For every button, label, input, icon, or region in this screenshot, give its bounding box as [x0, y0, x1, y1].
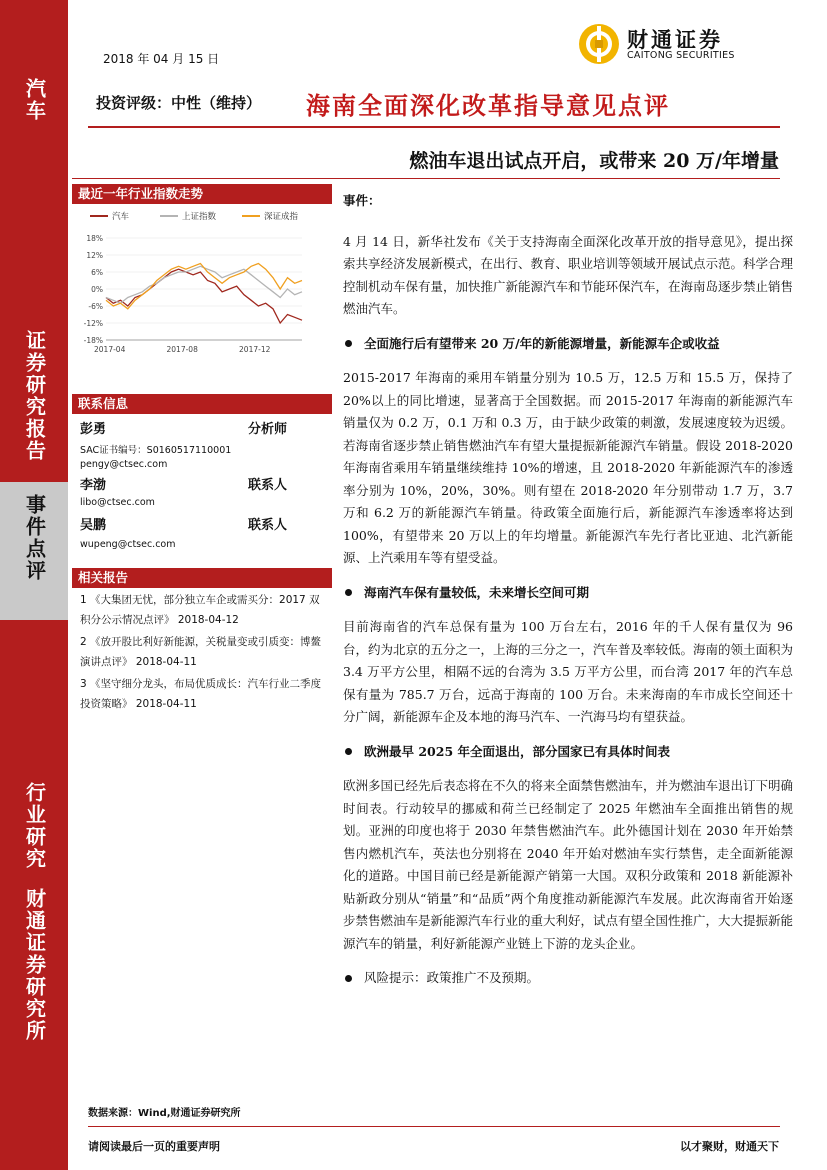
- contacts-heading: 联系信息: [72, 394, 332, 414]
- data-source-note: 数据来源：Wind,财通证券研究所: [88, 1108, 241, 1119]
- y-tick-label: -18%: [83, 336, 103, 345]
- report-date: 2018 年 04 月 15 日: [103, 52, 220, 66]
- x-tick-label: 2017-04: [94, 345, 126, 354]
- sidebar-industry-label: 汽车: [22, 78, 47, 122]
- bullet-icon: [345, 748, 352, 755]
- bullet-icon: [345, 340, 352, 347]
- legend-label-2: 上证指数: [182, 212, 217, 222]
- footer-divider: [88, 1126, 780, 1127]
- legend-label-1: 汽车: [112, 212, 130, 222]
- report-subtitle: 燃油车退出试点开启，或带来 20 万/年增量: [409, 150, 779, 172]
- subtitle-divider: [72, 178, 780, 179]
- risk-warning-text: 风险提示：政策推广不及预期。: [364, 970, 540, 985]
- footer-disclaimer-note: 请阅读最后一页的重要声明: [88, 1140, 220, 1153]
- chart-section-heading: 最近一年行业指数走势: [72, 184, 332, 204]
- contact-name-2: 李渤: [80, 478, 107, 493]
- bullet-icon: [345, 975, 352, 982]
- bullet-icon: [345, 589, 352, 596]
- contact-name-3: 吴鹏: [80, 518, 107, 533]
- section-heading-3: [343, 741, 793, 764]
- contact-role-2: 联系人: [248, 478, 288, 493]
- section-heading-3-text: 欧洲最早 2025 年全面退出，部分国家已有具体时间表: [364, 743, 670, 759]
- company-logo: [577, 22, 777, 66]
- section-paragraph-1: 2015-2017 年海南的乘用车销量分别为 10.5 万，12.5 万和 15.5 万，保持了 20%以上的同比增速，显著高于全国数据。而 2015-2017 年海南的新能源汽车销量仅为 0.2 万，0.1 万和 0.3 万，由于缺少政策的刺激，发展速度较为迟缓。若海南省逐步禁止销售燃油汽车有望大量提振新能源汽车销量。假设 2018-2020 年海南省乘用车销量继续维持 10%的增速，且 2018-2020 年新能源汽车的渗透率分别为 10%，20%，30%。则有望在 2018-2020 年分别带动 1.7 万，3.7 万和 6.2 万的新能源汽车销量。待政策全面施行后，新能源汽车渗透率将达到 100%，有望带来 20 万以上的年均增量。新能源汽车先行者比亚迪、北汽新能源、上汽乘用车等有望受益。: [343, 370, 793, 565]
- contact-email-1[interactable]: pengy@ctsec.com: [80, 459, 168, 470]
- event-paragraph: 4 月 14 日，新华社发布《关于支持海南全面深化改革开放的指导意见》，提出探索共享经济发展新模式，在出行、教育、职业培训等领域开展试点示范。科学合理控制机动车保有量，加快推广新能源汽车和节能环保汽车，在海南岛逐步禁止销售燃油汽车。: [343, 233, 794, 316]
- related-report-item-2[interactable]: 2 《放开股比利好新能源，关税量变或引质变：博鳌演讲点评》 2018-04-11: [80, 636, 322, 668]
- x-tick-label: 2017-08: [166, 345, 198, 354]
- header-divider: [88, 126, 780, 128]
- sidebar-research-report-label: 证券研究报告: [22, 330, 47, 462]
- chart-legend: [90, 211, 299, 222]
- event-heading: 事件：: [343, 193, 381, 208]
- y-tick-label: 6%: [91, 268, 103, 277]
- investment-rating: 投资评级：中性（维持）: [96, 94, 262, 112]
- sidebar-event-review-label: 事件点评: [22, 494, 47, 582]
- left-sidebar: [0, 0, 68, 1170]
- footer-slogan: 以才聚财，财通天下: [680, 1140, 779, 1153]
- y-tick-label: -12%: [83, 319, 103, 328]
- logo-english-name: CAITONG SECURITIES: [627, 50, 735, 61]
- series-line-3: [106, 264, 302, 309]
- section-paragraph-3: 欧洲多国已经先后表态将在不久的将来全面禁售燃油车，并为燃油车退出订下明确时间表。行动较早的挪威和荷兰已经制定了 2025 年燃油车全面推出销售的规划。亚洲的印度也将于 2030 年禁售燃油汽车。此外德国计划在 2030 年开始禁售内燃机汽车，英法也分别将在 2040 年开始对燃油车实行禁售，走全面新能源化的道路。中国目前已经是新能源产销第一大国。双积分政策和 2018 新能源补贴新政分别从“销量”和“品质”两个角度推动新能源汽车发展。此次海南省开始逐步禁售燃油车是新能源汽车行业的重大利好，试点有望全国性推广，大大提振新能源汽车的销量，利好新能源产业链上下游的龙头企业。: [343, 778, 794, 951]
- contact-role-3: 联系人: [248, 518, 288, 533]
- chart-x-ticks: [94, 345, 271, 354]
- related-reports-heading: 相关报告: [72, 568, 332, 588]
- chart-gridlines: [106, 238, 302, 340]
- report-body: [343, 190, 793, 1002]
- contact-email-2[interactable]: libo@ctsec.com: [80, 497, 155, 508]
- sidebar-institute-label: 财通证券研究所: [22, 888, 47, 1042]
- legend-label-3: 深证成指: [264, 212, 299, 222]
- contact-name-1: 彭勇: [80, 422, 107, 437]
- section-heading-1-text: 全面施行后有望带来 20 万/年的新能源增量，新能源车企或收益: [364, 335, 720, 351]
- chart-y-ticks: [84, 234, 103, 345]
- logo-emblem-icon: [577, 22, 621, 66]
- y-tick-label: 0%: [91, 285, 103, 294]
- contact-email-3[interactable]: wupeng@ctsec.com: [80, 539, 176, 550]
- risk-warning: [343, 967, 793, 990]
- y-tick-label: 18%: [86, 234, 103, 243]
- related-report-item-3[interactable]: 3 《坚守细分龙头，布局优质成长：汽车行业二季度投资策略》 2018-04-11: [80, 678, 322, 710]
- logo-chinese-name: 财通证券: [627, 27, 723, 52]
- y-tick-label: -6%: [88, 302, 103, 311]
- related-report-item-1[interactable]: 1 《大集团无忧，部分独立车企或需买分：2017 双积分公示情况点评》 2018-04-12: [80, 594, 320, 626]
- section-heading-2: [343, 582, 793, 605]
- section-heading-1: [343, 333, 793, 356]
- y-tick-label: 12%: [86, 251, 103, 260]
- x-tick-label: 2017-12: [239, 345, 271, 354]
- section-paragraph-2: 目前海南省的汽车总保有量为 100 万台左右，2016 年的千人保有量仅为 96 台，约为北京的五分之一，上海的三分之一，汽车普及率较低。海南的领土面积为 3.4 万平方公里，相隔不远的台湾为 3.5 万平方公里，而台湾 2017 年的汽车总保有量为 785.7 万台，远高于海南的 100 万台。未来海南的车市成长空间还十分广阔，新能源车企及本地的海马汽车、一汽海马均有望获益。: [343, 619, 794, 724]
- page-title: 海南全面深化改革指导意见点评: [306, 91, 670, 120]
- contact-role-1: 分析师: [248, 422, 288, 437]
- section-heading-2-text: 海南汽车保有量较低，未来增长空间可期: [364, 584, 590, 600]
- chart-series: [106, 264, 302, 324]
- contact-cert-1: SAC证书编号：S0160517110001: [80, 445, 232, 456]
- sidebar-industry-research-label: 行业研究: [22, 782, 47, 870]
- index-trend-chart: [72, 206, 334, 358]
